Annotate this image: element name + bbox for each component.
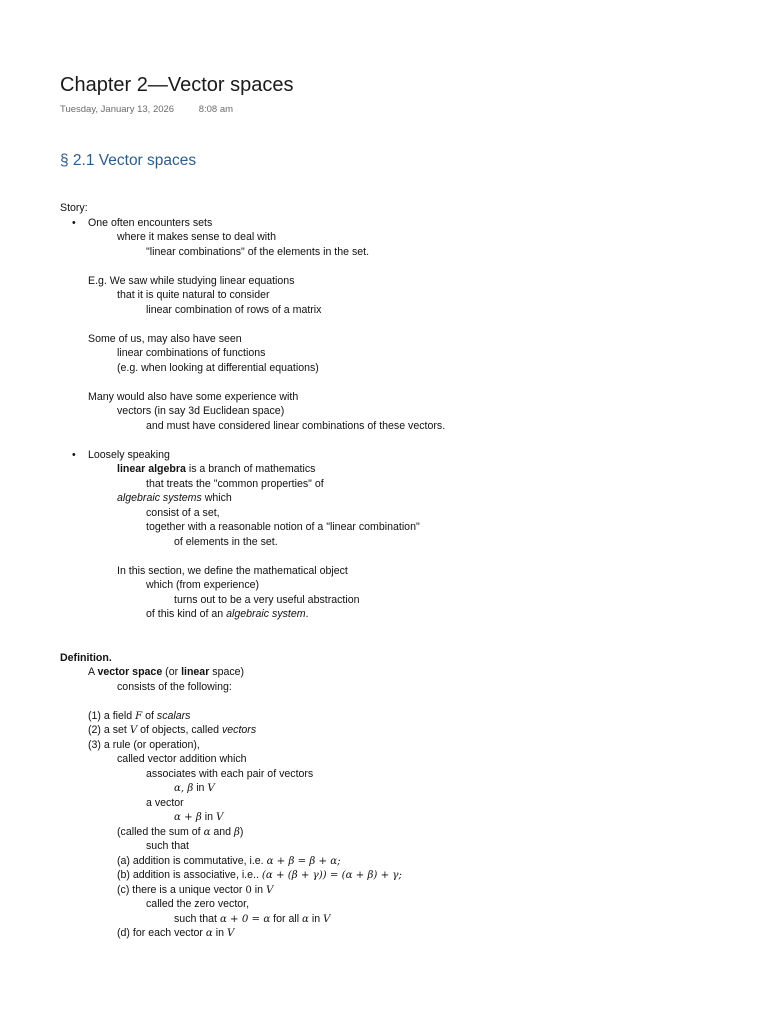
text-line: of elements in the set. [174,535,278,548]
text-line: turns out to be a very useful abstraction [174,593,360,606]
text-line: In this section, we define the mathematical object [117,564,348,577]
bullet-item: • One often encounters sets [72,216,213,229]
bullet-icon: • [72,448,76,461]
text-line: that treats the "common properties" of [146,477,324,490]
page-meta [60,104,255,115]
text-line: α, β in V [174,782,215,794]
text-line: A vector space (or linear space) [88,666,245,678]
text-line: linear combinations of functions [117,347,266,359]
text-line: vectors (in say 3d Euclidean space) [117,405,285,417]
text-line: which (from experience) [146,579,260,591]
text-line: (3) a rule (or operation), [88,738,200,751]
page-time: 8:08 am [198,104,234,115]
text-line: Some of us, may also have seen [88,332,242,345]
note-body[interactable] [60,201,750,941]
text-line: consists of the following: [117,680,232,693]
text-line: "linear combinations" of the elements in the set. [146,245,370,258]
text-line: (e.g. when looking at differential equations) [117,361,319,374]
text-line: Many would also have some experience with [88,390,299,403]
text-line: E.g. We saw while studying linear equations [88,274,295,287]
text-line: that it is quite natural to consider [117,289,270,301]
text-line: algebraic systems which [117,492,232,504]
bullet-item: • Loosely speaking [72,448,170,461]
definition-label: Definition. [60,651,112,664]
text-line: (c) there is a unique vector 0 in V [117,883,274,896]
text-line: α + β in V [174,811,224,823]
text-line: called the zero vector, [146,898,250,910]
text-line: consist of a set, [146,506,220,519]
text-line: linear combination of rows of a matrix [146,303,322,316]
page-date: Tuesday, January 13, 2026 [60,104,175,115]
text-line: (a) addition is commutative, i.e. α + β = β + α; [117,854,341,867]
story-label: Story: [60,202,88,214]
text-line: (1) a field F of scalars [88,709,191,722]
text-line: such that α + 0 = α for all α in V [174,912,331,925]
text-line: associates with each pair of vectors [146,767,314,780]
text-line: of this kind of an algebraic system. [146,608,309,620]
text-line: a vector [146,796,184,809]
text-line: such that [146,840,189,852]
text-line: (called the sum of α and β) [117,825,244,838]
bullet-icon: • [72,216,76,229]
text-line: where it makes sense to deal with [117,231,276,243]
text-line: (d) for each vector α in V [117,927,235,939]
text-line: (2) a set V of objects, called vectors [88,724,257,736]
section-heading: § 2.1 Vector spaces [60,152,197,169]
text-line: called vector addition which [117,753,247,765]
text-line: linear algebra is a branch of mathematics [117,463,316,475]
text-line: and must have considered linear combinations of these vectors. [146,419,446,432]
text-line: (b) addition is associative, i.e.. (α + (β + γ)) = (α + β) + γ; [117,869,402,881]
page-title: Chapter 2—Vector spaces [60,74,294,96]
text-line: together with a reasonable notion of a "linear combination" [146,521,420,533]
